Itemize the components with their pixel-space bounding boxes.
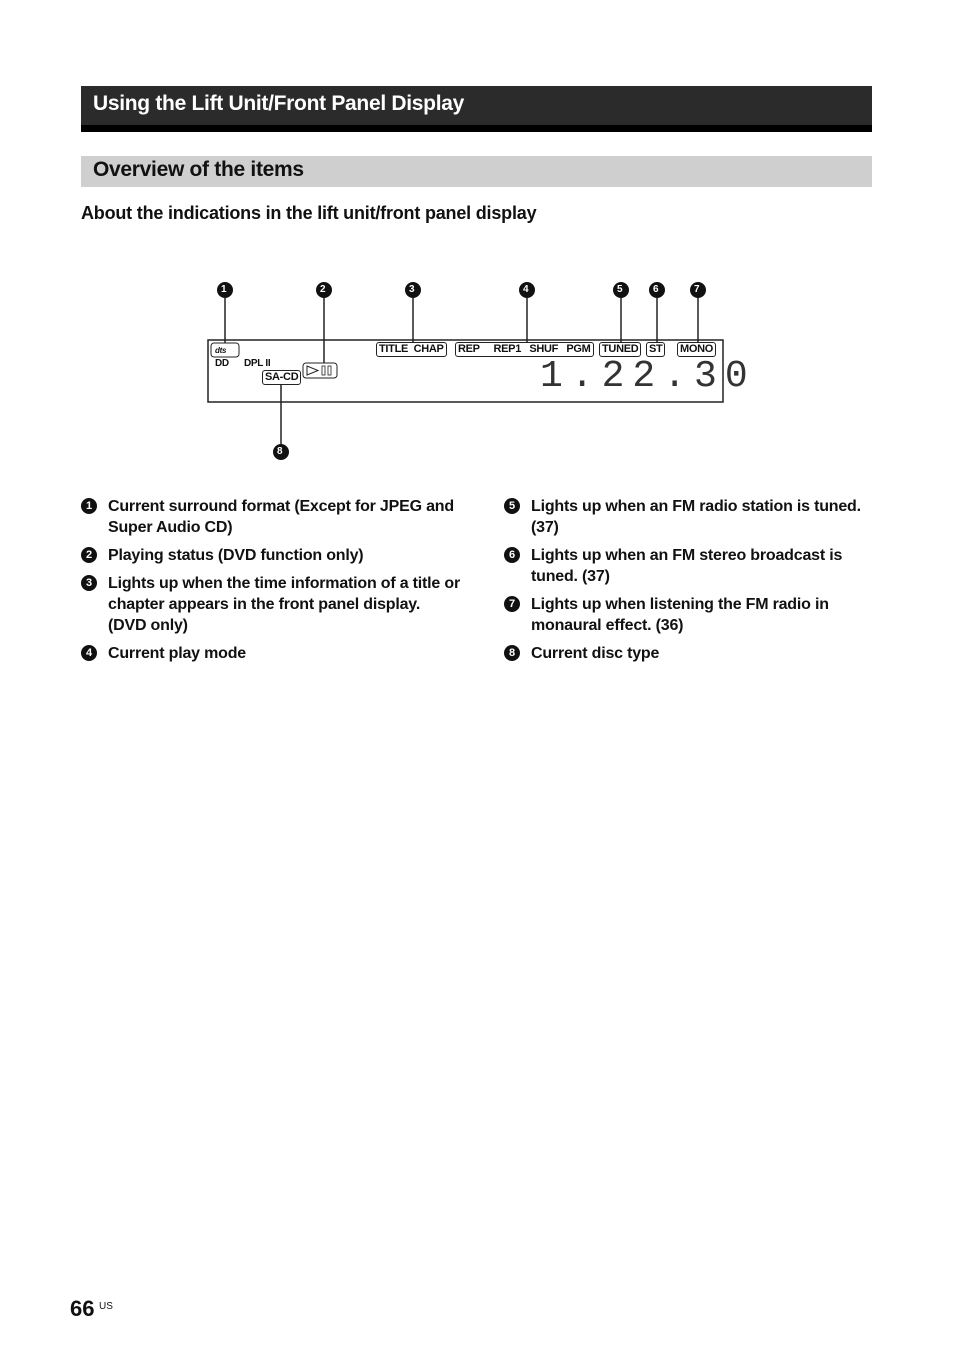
- item-number: 2: [81, 547, 97, 563]
- callout-1: 1: [221, 284, 227, 295]
- subsection-header-bar: [81, 156, 872, 187]
- item-number: 1: [81, 498, 97, 514]
- callout-5: 5: [617, 284, 623, 295]
- sacd-indicator: SA-CD: [262, 370, 301, 385]
- items-right-column: [504, 496, 884, 671]
- subsection-title: Overview of the items: [93, 158, 304, 181]
- page-region-suffix: US: [99, 1301, 113, 1312]
- item-number: 3: [81, 575, 97, 591]
- callout-2: 2: [320, 284, 326, 295]
- item-text: Current surround format (Except for JPEG and Super Audio CD): [108, 498, 454, 536]
- mono-indicator: MONO: [677, 342, 716, 357]
- dolby-pl2-indicator: DPL II: [244, 358, 271, 369]
- item-text: Current disc type: [531, 645, 660, 662]
- item-text: Lights up when the time information of a title or chapter appears in the front panel display. (DVD only): [108, 575, 460, 634]
- item-number: 5: [504, 498, 520, 514]
- item-text: Playing status (DVD function only): [108, 547, 364, 564]
- item-text: Lights up when an FM radio station is tuned. (37): [531, 498, 861, 536]
- list-item: [81, 545, 461, 566]
- callout-8: 8: [277, 446, 283, 457]
- item-text: Lights up when listening the FM radio in monaural effect. (36): [531, 596, 829, 634]
- rep1-indicator: REP1: [493, 343, 522, 355]
- rep-indicator: REP: [458, 343, 480, 355]
- section-header-bar: [81, 86, 872, 132]
- time-digits: 1.22.30: [540, 355, 756, 398]
- list-item: [504, 545, 884, 587]
- shuf-indicator: SHUF: [529, 343, 559, 355]
- callout-6: 6: [653, 284, 659, 295]
- list-item: [504, 643, 884, 664]
- dts-indicator: dts: [215, 346, 227, 355]
- page-heading: About the indications in the lift unit/front panel display: [81, 203, 537, 223]
- item-number: 6: [504, 547, 520, 563]
- item-number: 4: [81, 645, 97, 661]
- title-chap-indicator: [376, 342, 447, 357]
- page-number: 66: [70, 1296, 95, 1321]
- dolby-digital-indicator: DD: [215, 358, 229, 369]
- item-number: 7: [504, 596, 520, 612]
- stereo-indicator: ST: [646, 342, 665, 357]
- front-panel-diagram: [200, 270, 756, 470]
- list-item: [81, 573, 461, 636]
- items-left-column: [81, 496, 461, 671]
- list-item: [81, 496, 461, 538]
- title-indicator: TITLE: [379, 343, 409, 355]
- tuned-indicator: TUNED: [599, 342, 641, 357]
- list-item: [504, 496, 884, 538]
- item-number: 8: [504, 645, 520, 661]
- chap-indicator: CHAP: [413, 343, 444, 355]
- callout-4: 4: [523, 284, 529, 295]
- list-item: [81, 643, 461, 664]
- section-title: Using the Lift Unit/Front Panel Display: [93, 92, 464, 115]
- list-item: [504, 594, 884, 636]
- item-text: Current play mode: [108, 645, 246, 662]
- callout-7: 7: [694, 284, 700, 295]
- pgm-indicator: PGM: [566, 343, 591, 355]
- callout-3: 3: [409, 284, 415, 295]
- item-text: Lights up when an FM stereo broadcast is tuned. (37): [531, 547, 843, 585]
